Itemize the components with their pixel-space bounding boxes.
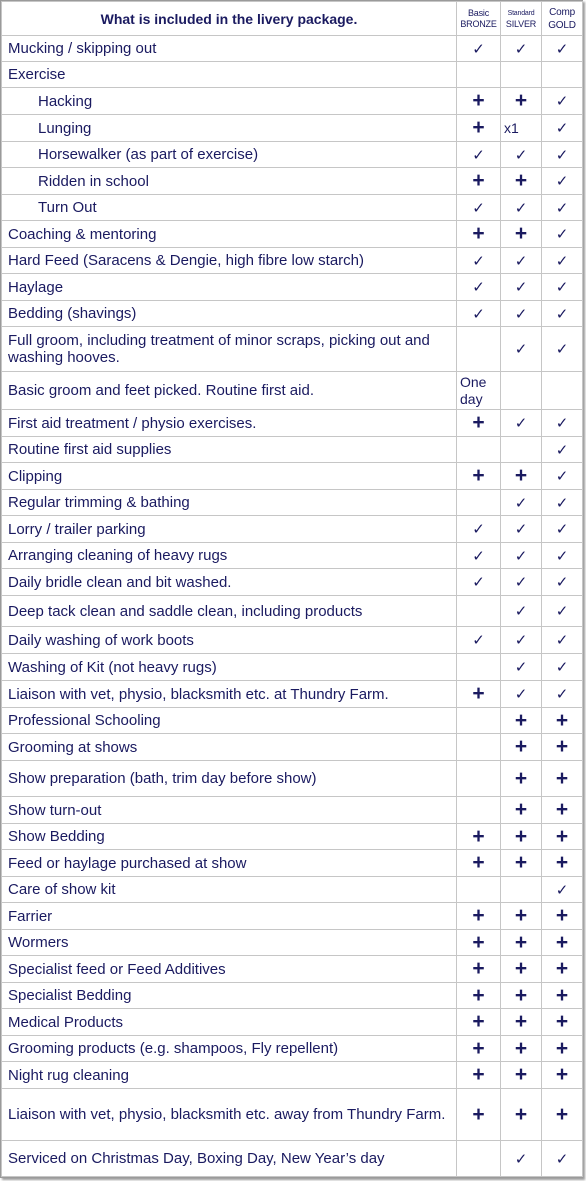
row-label: Haylage — [2, 274, 457, 301]
gold-empty-cell — [542, 62, 583, 88]
gold-tick-icon: ✓ — [542, 627, 583, 654]
silver-plus-icon: + — [501, 824, 542, 850]
bronze-plus-icon: + — [457, 115, 501, 142]
table-row — [2, 761, 583, 797]
bronze-tick-icon: ✓ — [457, 142, 501, 168]
bronze-empty-cell — [457, 437, 501, 463]
silver-empty-cell — [501, 437, 542, 463]
bronze-plus-icon: + — [457, 956, 501, 983]
silver-tick-icon: ✓ — [501, 142, 542, 168]
row-label: Coaching & mentoring — [2, 221, 457, 248]
tier-header-bronze — [457, 2, 501, 36]
gold-empty-cell — [542, 372, 583, 410]
row-label: Medical Products — [2, 1009, 457, 1036]
row-label: Clipping — [2, 463, 457, 490]
table-row — [2, 410, 583, 437]
row-label: Care of show kit — [2, 877, 457, 903]
table-row — [2, 372, 583, 410]
row-label: Arranging cleaning of heavy rugs — [2, 543, 457, 569]
gold-tick-icon: ✓ — [542, 437, 583, 463]
bronze-plus-icon: + — [457, 410, 501, 437]
gold-plus-icon: + — [542, 983, 583, 1009]
row-label: Hard Feed (Saracens & Dengie, high fibre low starch) — [2, 248, 457, 274]
silver-tick-icon: ✓ — [501, 681, 542, 708]
livery-package-table — [1, 1, 583, 1177]
gold-tick-icon: ✓ — [542, 877, 583, 903]
silver-tick-icon: ✓ — [501, 301, 542, 327]
silver-plus-icon: + — [501, 850, 542, 877]
bronze-plus-icon: + — [457, 1089, 501, 1141]
gold-tick-icon: ✓ — [542, 1141, 583, 1177]
bronze-plus-icon: + — [457, 168, 501, 195]
table-row — [2, 36, 583, 62]
table-row — [2, 824, 583, 850]
bronze-empty-cell — [457, 62, 501, 88]
bronze-tick-icon: ✓ — [457, 569, 501, 596]
gold-plus-icon: + — [542, 708, 583, 734]
row-label: Bedding (shavings) — [2, 301, 457, 327]
row-label: Exercise — [2, 62, 457, 88]
silver-plus-icon: + — [501, 983, 542, 1009]
row-label: Washing of Kit (not heavy rugs) — [2, 654, 457, 681]
silver-plus-icon: + — [501, 930, 542, 956]
gold-plus-icon: + — [542, 1036, 583, 1062]
row-label: Basic groom and feet picked. Routine first aid. — [2, 372, 457, 410]
bronze-plus-icon: + — [457, 1036, 501, 1062]
tier-silver-line1: Standard — [507, 9, 535, 17]
table-row — [2, 543, 583, 569]
table-row — [2, 195, 583, 221]
table-row — [2, 877, 583, 903]
bronze-empty-cell — [457, 596, 501, 627]
row-label: Mucking / skipping out — [2, 36, 457, 62]
row-label: Horsewalker (as part of exercise) — [2, 142, 457, 168]
gold-tick-icon: ✓ — [542, 168, 583, 195]
silver-tick-icon: ✓ — [501, 248, 542, 274]
bronze-tick-icon: ✓ — [457, 195, 501, 221]
table-row — [2, 115, 583, 142]
row-label: Ridden in school — [2, 168, 457, 195]
bronze-empty-cell — [457, 708, 501, 734]
bronze-empty-cell — [457, 1141, 501, 1177]
table-row — [2, 248, 583, 274]
table-row — [2, 221, 583, 248]
silver-tick-icon: ✓ — [501, 596, 542, 627]
gold-plus-icon: + — [542, 850, 583, 877]
bronze-tick-icon: ✓ — [457, 248, 501, 274]
table-row — [2, 654, 583, 681]
row-label: Daily bridle clean and bit washed. — [2, 569, 457, 596]
silver-plus-icon: + — [501, 1009, 542, 1036]
table-row — [2, 62, 583, 88]
bronze-empty-cell — [457, 327, 501, 372]
table-row — [2, 168, 583, 195]
bronze-empty-cell — [457, 877, 501, 903]
silver-tick-icon: ✓ — [501, 490, 542, 516]
bronze-tick-icon: ✓ — [457, 627, 501, 654]
row-label: Serviced on Christmas Day, Boxing Day, New Year’s day — [2, 1141, 457, 1177]
bronze-empty-cell — [457, 797, 501, 824]
bronze-tick-icon: ✓ — [457, 36, 501, 62]
table-row — [2, 516, 583, 543]
table-row — [2, 1141, 583, 1177]
silver-plus-icon: + — [501, 1036, 542, 1062]
tier-header-gold — [542, 2, 583, 36]
row-label: First aid treatment / physio exercises. — [2, 410, 457, 437]
table-row — [2, 301, 583, 327]
silver-plus-icon: + — [501, 734, 542, 761]
table-row — [2, 463, 583, 490]
table-row — [2, 1009, 583, 1036]
silver-empty-cell — [501, 372, 542, 410]
table-row — [2, 88, 583, 115]
row-label: Daily washing of work boots — [2, 627, 457, 654]
table-row — [2, 708, 583, 734]
table-title: What is included in the livery package. — [2, 2, 457, 36]
row-label: Show turn-out — [2, 797, 457, 824]
row-label: Turn Out — [2, 195, 457, 221]
table-row — [2, 437, 583, 463]
silver-note: x1 — [501, 115, 542, 142]
gold-plus-icon: + — [542, 1062, 583, 1089]
gold-plus-icon: + — [542, 1089, 583, 1141]
gold-tick-icon: ✓ — [542, 516, 583, 543]
row-label: Deep tack clean and saddle clean, including products — [2, 596, 457, 627]
row-label: Liaison with vet, physio, blacksmith etc. at Thundry Farm. — [2, 681, 457, 708]
silver-plus-icon: + — [501, 1089, 542, 1141]
silver-tick-icon: ✓ — [501, 36, 542, 62]
row-label: Lorry / trailer parking — [2, 516, 457, 543]
table-row — [2, 327, 583, 372]
table-row — [2, 569, 583, 596]
row-label: Farrier — [2, 903, 457, 930]
gold-tick-icon: ✓ — [542, 221, 583, 248]
table-row — [2, 490, 583, 516]
tier-gold-line1: Comp — [549, 6, 575, 18]
row-label: Grooming at shows — [2, 734, 457, 761]
row-label: Specialist feed or Feed Additives — [2, 956, 457, 983]
bronze-tick-icon: ✓ — [457, 301, 501, 327]
table-row — [2, 930, 583, 956]
bronze-plus-icon: + — [457, 824, 501, 850]
gold-plus-icon: + — [542, 734, 583, 761]
gold-plus-icon: + — [542, 903, 583, 930]
gold-tick-icon: ✓ — [542, 463, 583, 490]
table-row — [2, 797, 583, 824]
silver-plus-icon: + — [501, 463, 542, 490]
bronze-note: One day — [457, 372, 501, 410]
silver-tick-icon: ✓ — [501, 569, 542, 596]
table-row — [2, 956, 583, 983]
bronze-empty-cell — [457, 734, 501, 761]
gold-plus-icon: + — [542, 824, 583, 850]
gold-tick-icon: ✓ — [542, 301, 583, 327]
gold-tick-icon: ✓ — [542, 327, 583, 372]
bronze-plus-icon: + — [457, 221, 501, 248]
table-row — [2, 596, 583, 627]
silver-tick-icon: ✓ — [501, 195, 542, 221]
gold-plus-icon: + — [542, 930, 583, 956]
gold-plus-icon: + — [542, 1009, 583, 1036]
gold-tick-icon: ✓ — [542, 274, 583, 301]
silver-tick-icon: ✓ — [501, 410, 542, 437]
silver-plus-icon: + — [501, 168, 542, 195]
bronze-empty-cell — [457, 761, 501, 797]
row-label: Feed or haylage purchased at show — [2, 850, 457, 877]
bronze-plus-icon: + — [457, 681, 501, 708]
row-label: Liaison with vet, physio, blacksmith etc. away from Thundry Farm. — [2, 1089, 457, 1141]
silver-tick-icon: ✓ — [501, 654, 542, 681]
bronze-tick-icon: ✓ — [457, 516, 501, 543]
bronze-plus-icon: + — [457, 983, 501, 1009]
row-label: Wormers — [2, 930, 457, 956]
gold-tick-icon: ✓ — [542, 681, 583, 708]
bronze-plus-icon: + — [457, 1062, 501, 1089]
silver-tick-icon: ✓ — [501, 1141, 542, 1177]
table-row — [2, 681, 583, 708]
silver-plus-icon: + — [501, 88, 542, 115]
package-rows — [2, 36, 583, 1177]
row-label: Regular trimming & bathing — [2, 490, 457, 516]
bronze-tick-icon: ✓ — [457, 274, 501, 301]
row-label: Hacking — [2, 88, 457, 115]
gold-plus-icon: + — [542, 797, 583, 824]
silver-plus-icon: + — [501, 1062, 542, 1089]
tier-gold-line2: GOLD — [548, 19, 576, 31]
row-label: Lunging — [2, 115, 457, 142]
silver-plus-icon: + — [501, 797, 542, 824]
gold-tick-icon: ✓ — [542, 490, 583, 516]
bronze-tick-icon: ✓ — [457, 543, 501, 569]
gold-tick-icon: ✓ — [542, 142, 583, 168]
bronze-plus-icon: + — [457, 88, 501, 115]
bronze-plus-icon: + — [457, 903, 501, 930]
silver-tick-icon: ✓ — [501, 274, 542, 301]
row-label: Full groom, including treatment of minor scraps, picking out and washing hooves. — [2, 327, 457, 372]
table-row — [2, 1036, 583, 1062]
gold-tick-icon: ✓ — [542, 654, 583, 681]
bronze-plus-icon: + — [457, 1009, 501, 1036]
table-row — [2, 1089, 583, 1141]
gold-plus-icon: + — [542, 761, 583, 797]
tier-bronze-line1: Basic — [467, 7, 489, 18]
tier-bronze-line2: BRONZE — [460, 18, 497, 29]
silver-tick-icon: ✓ — [501, 627, 542, 654]
silver-empty-cell — [501, 62, 542, 88]
row-label: Show preparation (bath, trim day before show) — [2, 761, 457, 797]
silver-plus-icon: + — [501, 221, 542, 248]
table-row — [2, 734, 583, 761]
tier-silver-line2: SILVER — [505, 18, 537, 29]
silver-plus-icon: + — [501, 761, 542, 797]
gold-plus-icon: + — [542, 956, 583, 983]
row-label: Professional Schooling — [2, 708, 457, 734]
table-row — [2, 850, 583, 877]
bronze-plus-icon: + — [457, 930, 501, 956]
gold-tick-icon: ✓ — [542, 596, 583, 627]
row-label: Routine first aid supplies — [2, 437, 457, 463]
row-label: Specialist Bedding — [2, 983, 457, 1009]
tier-header-silver — [501, 2, 542, 36]
table-row — [2, 1062, 583, 1089]
silver-empty-cell — [501, 877, 542, 903]
header-row — [2, 2, 583, 36]
row-label: Grooming products (e.g. shampoos, Fly repellent) — [2, 1036, 457, 1062]
table-row — [2, 627, 583, 654]
table-row — [2, 903, 583, 930]
bronze-plus-icon: + — [457, 463, 501, 490]
silver-plus-icon: + — [501, 708, 542, 734]
gold-tick-icon: ✓ — [542, 195, 583, 221]
silver-plus-icon: + — [501, 903, 542, 930]
bronze-empty-cell — [457, 490, 501, 516]
table-row — [2, 142, 583, 168]
row-label: Show Bedding — [2, 824, 457, 850]
bronze-empty-cell — [457, 654, 501, 681]
gold-tick-icon: ✓ — [542, 36, 583, 62]
table-row — [2, 983, 583, 1009]
row-label: Night rug cleaning — [2, 1062, 457, 1089]
silver-tick-icon: ✓ — [501, 516, 542, 543]
gold-tick-icon: ✓ — [542, 569, 583, 596]
gold-tick-icon: ✓ — [542, 248, 583, 274]
gold-tick-icon: ✓ — [542, 410, 583, 437]
table-row — [2, 274, 583, 301]
silver-tick-icon: ✓ — [501, 327, 542, 372]
gold-tick-icon: ✓ — [542, 115, 583, 142]
silver-tick-icon: ✓ — [501, 543, 542, 569]
bronze-plus-icon: + — [457, 850, 501, 877]
gold-tick-icon: ✓ — [542, 88, 583, 115]
silver-plus-icon: + — [501, 956, 542, 983]
gold-tick-icon: ✓ — [542, 543, 583, 569]
